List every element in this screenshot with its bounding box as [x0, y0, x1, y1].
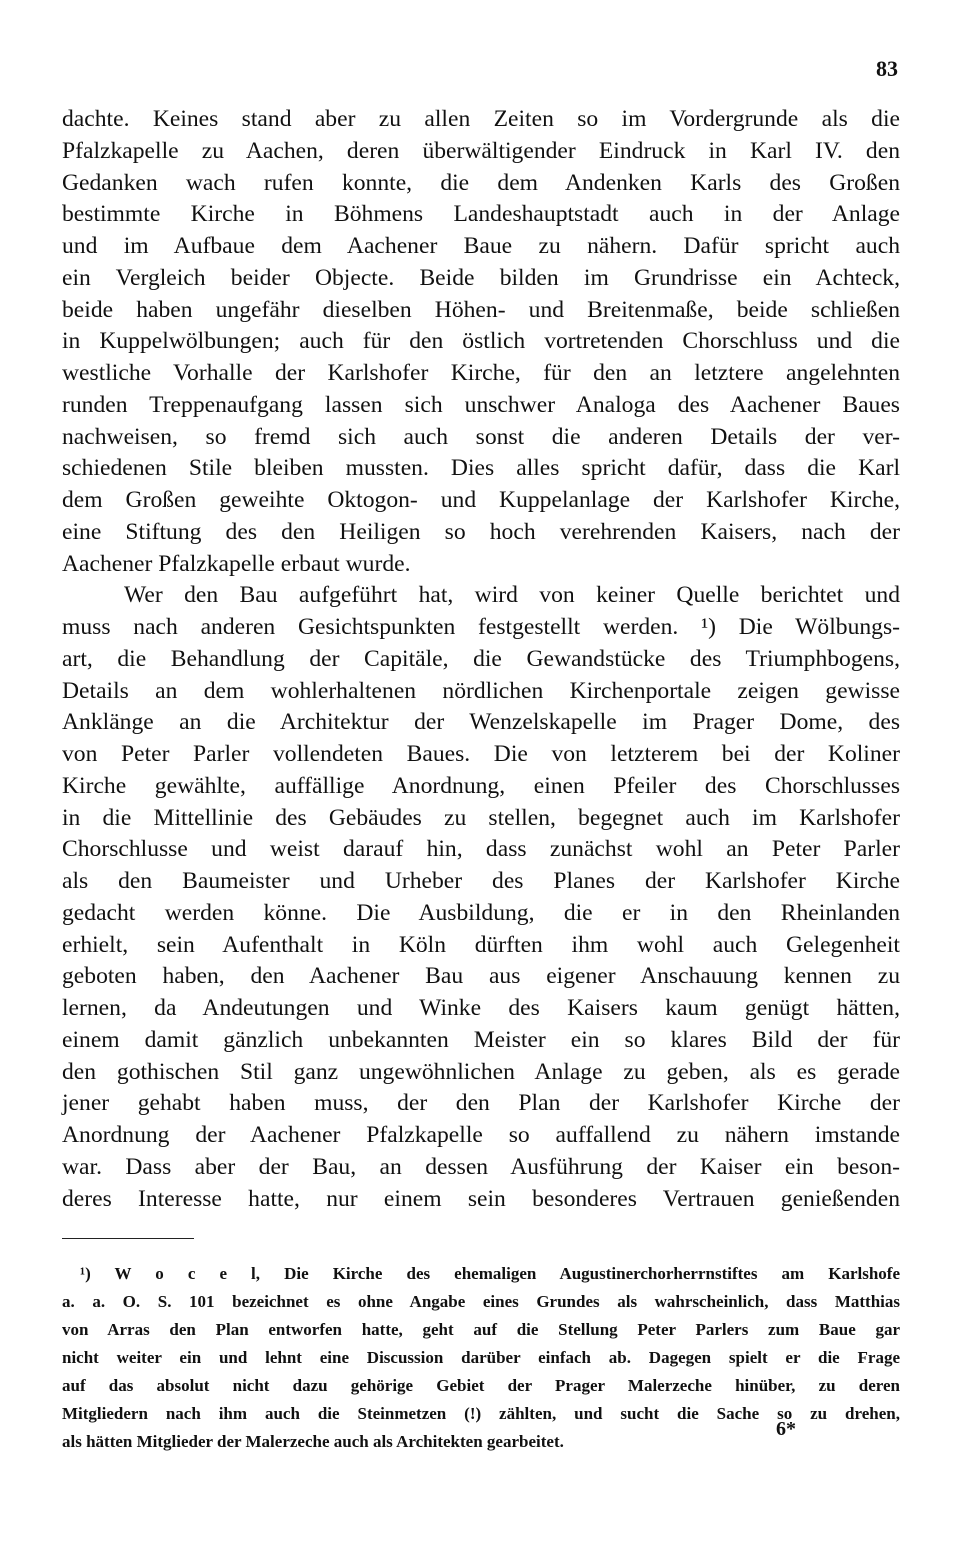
text-line: in Kuppelwölbungen; auch für den östlich vortretenden Chorschluss und die: [62, 328, 900, 355]
text-line: dachte. Keines stand aber zu allen Zeiten so im Vordergrunde als die: [62, 106, 900, 132]
footnote-line: von Arras den Plan entworfen hatte, geht auf die Stellung Peter Parlers zum Baue gar: [62, 1320, 900, 1339]
text-line: westliche Vorhalle der Karlshofer Kirche, für den an letztere angelehnten: [62, 360, 900, 386]
footnote-line: als hätten Mitglieder der Malerzeche auch als Architekten gearbeitet.: [62, 1432, 564, 1451]
text-line: eine Stiftung des den Heiligen so hoch verehrenden Kaisers, nach der: [62, 518, 900, 545]
text-line: dem Großen geweihte Oktogon- und Kuppelanlage der Karlshofer Kirche,: [62, 487, 900, 513]
text-line: bestimmte Kirche in Böhmens Landeshauptstadt auch in der Anlage: [62, 201, 900, 228]
text-line: in die Mittellinie des Gebäudes zu stellen, begegnet auch im Karlshofer: [62, 804, 900, 831]
text-line: Kirche gewählte, auffällige Anordnung, einen Pfeiler des Chorschlusses: [62, 772, 900, 799]
text-line: erhielt, sein Aufenthalt in Köln dürften ihm wohl auch Gelegenheit: [62, 931, 900, 958]
text-line: und im Aufbaue dem Aachener Baue zu nähern. Dafür spricht auch: [62, 233, 900, 259]
text-line: Anklänge an die Architektur der Wenzelskapelle im Prager Dome, des: [62, 709, 900, 736]
footnote-line: a. a. O. S. 101 bezeichnet es ohne Angabe eines Grundes als wahrscheinlich, dass Matthias: [62, 1292, 900, 1311]
text-line: geboten haben, den Aachener Bau aus eigener Anschauung kennen zu: [62, 963, 900, 990]
text-line: einem damit gänzlich unbekannten Meister ein so klares Bild der für: [62, 1026, 900, 1053]
footnote-line: ¹) W o c e l, Die Kirche des ehemaligen Augustinerchorherrnstiftes am Karlshofe: [80, 1264, 900, 1283]
text-line: art, die Behandlung der Capitäle, die Gewandstücke des Triumphbogens,: [62, 645, 900, 672]
text-line: deres Interesse hatte, nur einem sein besonderes Vertrauen genießenden: [62, 1185, 900, 1212]
text-line: war. Dass aber der Bau, an dessen Ausführung der Kaiser ein beson-: [62, 1153, 900, 1180]
text-line: muss nach anderen Gesichtspunkten festgestellt werden. ¹) Die Wölbungs-: [62, 614, 900, 640]
text-line: Chorschlusse und weist darauf hin, dass zunächst wohl an Peter Parler: [62, 836, 900, 863]
text-line: den gothischen Stil ganz ungewöhnlichen Anlage zu geben, als es gerade: [62, 1058, 900, 1085]
text-line: beide haben ungefähr dieselben Höhen- und Breitenmaße, beide schließen: [62, 296, 900, 323]
text-line: jener gehabt haben muss, der den Plan der Karlshofer Kirche der: [62, 1090, 900, 1117]
text-line: lernen, da Andeutungen und Winke des Kaisers kaum genügt hätten,: [62, 995, 900, 1021]
text-line: Gedanken wach rufen konnte, die dem Andenken Karls des Großen: [62, 169, 900, 196]
text-line: Aachener Pfalzkapelle erbaut wurde.: [62, 550, 411, 577]
footnote-divider: [62, 1238, 194, 1239]
text-line: Details an dem wohlerhaltenen nördlichen Kirchenportale zeigen gewisse: [62, 677, 900, 704]
text-line: von Peter Parler vollendeten Baues. Die von letzterem bei der Koliner: [62, 741, 900, 767]
footnotes: [62, 1260, 900, 1456]
signature-mark: 6*: [776, 1418, 796, 1440]
footnote-line: auf das absolut nicht dazu gehörige Gebiet der Prager Malerzeche hinüber, zu deren: [62, 1376, 900, 1395]
text-line: gedacht werden könne. Die Ausbildung, die er in den Rheinlanden: [62, 899, 900, 926]
text-line: schiedenen Stile bleiben mussten. Dies alles spricht dafür, dass die Karl: [62, 455, 900, 482]
text-line: Pfalzkapelle zu Aachen, deren überwältigender Eindruck in Karl IV. den: [62, 137, 900, 164]
page-number: 83: [876, 56, 898, 81]
footnote-line: nicht weiter ein und lehnt eine Discussion darüber einfach ab. Dagegen spielt er die Frage: [62, 1348, 900, 1367]
body-text: [62, 104, 900, 1215]
text-line: Anordnung der Aachener Pfalzkapelle so auffallend zu nähern imstande: [62, 1122, 900, 1148]
text-line: ein Vergleich beider Objecte. Beide bilden im Grundrisse ein Achteck,: [62, 264, 900, 291]
text-line: als den Baumeister und Urheber des Planes der Karlshofer Kirche: [62, 868, 900, 894]
text-line: nachweisen, so fremd sich auch sonst die anderen Details der ver-: [62, 423, 900, 450]
text-line: Wer den Bau aufgeführt hat, wird von keiner Quelle berichtet und: [124, 582, 900, 609]
text-line: runden Treppenaufgang lassen sich unschwer Analoga des Aachener Baues: [62, 391, 900, 418]
footnote-line: Mitgliedern nach ihm auch die Steinmetzen (!) zählten, und sucht die Sache so zu drehen,: [62, 1404, 900, 1423]
